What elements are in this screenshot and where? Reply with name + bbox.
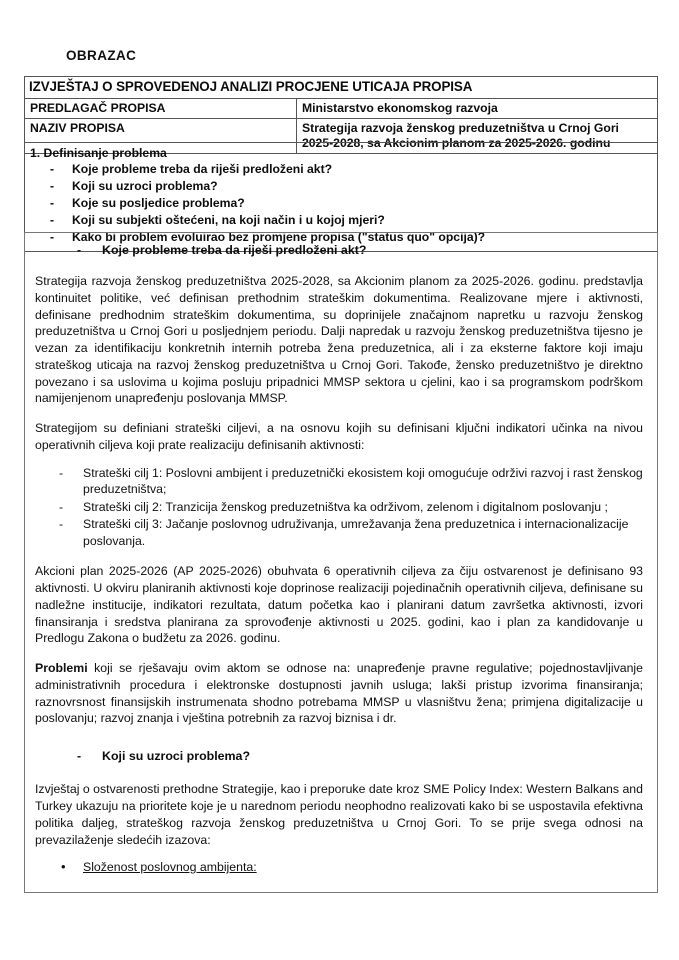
dash-marker: - xyxy=(59,499,64,514)
challenges-list xyxy=(35,859,643,875)
table-row xyxy=(25,98,658,118)
table-row-title xyxy=(25,77,658,99)
list-item-label: Koji su subjekti oštećeni, na koji način i u kojoj mjeri? xyxy=(72,212,385,227)
dash-marker: - xyxy=(50,178,55,193)
question-heading-2-label: Koji su uzroci problema? xyxy=(102,749,251,764)
list-item xyxy=(35,499,643,515)
dash-marker: - xyxy=(50,162,55,176)
list-item xyxy=(30,161,652,178)
list-item xyxy=(35,465,643,498)
proposer-label: PREDLAGAČ PROPISA xyxy=(25,98,297,118)
dash-marker: - xyxy=(77,749,82,764)
list-item-label: Složenost poslovnog ambijenta: xyxy=(83,860,257,875)
report-title: IZVJEŠTAJ O SPROVEDENOJ ANALIZI PROCJENE UTICAJA PROPISA xyxy=(25,77,658,99)
dash-marker: - xyxy=(50,212,55,227)
dash-marker: - xyxy=(50,195,55,210)
problem-definition-title: 1. Definisanje problema xyxy=(30,146,167,160)
analysis-body-box xyxy=(24,229,658,893)
paragraph-4-rest: koji se rješavaju ovim aktom se odnose na: unapređenje pravne regulative; pojednostavljivanje administrativnih procedura i elektronske dostupnosti javnih usluga; lakši pristup izvorima finansiranja; raznovrsnost finansijskih instrumenata shodno potrebama MMSP u vlasništvu žena; primjena digitalizacije u poslovanju; razvoj znanja i vještina potrebnih za razvoj biznisa i dr. xyxy=(35,661,643,726)
list-item xyxy=(35,516,643,549)
list-item xyxy=(35,859,643,875)
regulation-name-label: NAZIV PROPISA xyxy=(25,119,297,154)
list-item-label: Koji su uzroci problema? xyxy=(72,178,218,193)
paragraph-4-lead: Problemi xyxy=(35,661,88,676)
proposer-value: Ministarstvo ekonomskog razvoja xyxy=(297,98,658,118)
dash-marker: - xyxy=(59,517,64,532)
paragraph-4 xyxy=(35,660,643,727)
list-item-label: Strateški cilj 1: Poslovni ambijent i preduzetnički ekosistem koji omogućuje održivi razvoj i rast ženskog preduzetništva; xyxy=(83,465,643,497)
dash-marker: - xyxy=(77,243,82,257)
strategic-goals-list xyxy=(35,465,643,549)
list-item-label: Strateški cilj 2: Tranzicija ženskog preduzetništva ka održivom, zelenom i digitalnom poslovanju ; xyxy=(83,499,608,514)
list-item xyxy=(30,178,652,195)
question-heading-1-label: Koje probleme treba da riješi predloženi akt? xyxy=(102,243,367,257)
paragraph-2: Strategijom su definiani strateški ciljevi, a na osnovu kojih su definisani ključni indikatori učinka na nivou operativnih ciljeva koji prate realizaciju definisanih aktivnosti: xyxy=(35,421,643,453)
paragraph-1: Strategija razvoja ženskog preduzetništva 2025-2028, sa Akcionim planom za 2025-2026. godinu. predstavlja kontinuitet politike, već definisan prethodnim strateškim dokumentima. Realizovane mjere i aktivnosti, definisane predhodnim strateškim dokumentima, su doprinijele značajnom napretku u razvoju ženskog preduzetništva u Crnoj Gori u posljednjem periodu. Dalji napredak u razvoju ženskog preduzetništva tijesno je vezan za identifikaciju konkretnih internih potreba žena preduzetnica, ali i za eksterne faktore koji imaju strateškog uticaja na razvoj ženskog preduzetništva u Crnoj Gori. Takođe, žensko preduzetništvo je direktno povezano i sa uslovima u kojima posluju pripadnici MMSP sektora u cjelini, kao i sa programskom podrškom namijenjenom unapređenju poslovanja MMSP. xyxy=(35,274,643,406)
list-item-label: Koje probleme treba da riješi predloženi akt? xyxy=(72,162,333,176)
form-label: OBRAZAC xyxy=(66,48,137,63)
list-item-label: Kako bi problem evoluirao bez promjene propisa ("status quo" opcija)? xyxy=(72,229,486,244)
question-heading-2 xyxy=(35,749,643,763)
list-item-label: Strateški cilj 3: Jačanje poslovnog udruživanja, umrežavanja žena preduzetnica i internacionalizacije poslovanja. xyxy=(83,517,629,548)
question-heading-1 xyxy=(35,243,643,257)
dash-marker: - xyxy=(50,229,55,244)
dash-marker: - xyxy=(59,465,64,480)
list-item-label: Koje su posljedice problema? xyxy=(72,195,245,210)
paragraph-3: Akcioni plan 2025-2026 (AP 2025-2026) obuhvata 6 operativnih ciljeva za čiju ostvarenost je definisano 93 aktivnosti. U okviru planiranih aktivnosti koje doprinose realizaciji pojedinačnih operativnih ciljeva, definisane su nadležne institucije, indikatori rezultata, datum početka kao i planirani datum završetka aktivnosti, izvori finansiranja i sredstva planirana za sprovođenje aktivnosti u 2025. godini, kao i plan za kandidovanje u Predlogu Zakona o budžetu za 2026. godinu. xyxy=(35,564,643,646)
list-item xyxy=(30,195,652,212)
paragraph-5: Izvještaj o ostvarenosti prethodne Strategije, kao i preporuke date kroz SME Policy Index: Western Balkans and Turkey ukazuju na prioritete koje je u narednom periodu neophodno realizovati kako bi se uspostavila efektivna politika daljeg, strateškog razvoja ženskog preduzetništva u Crnoj Gori. To se prije svega odnosi na prevazilaženje sledećih izazova: xyxy=(35,782,643,847)
list-item xyxy=(30,212,652,229)
bullet-icon: • xyxy=(61,859,66,875)
regulation-name-value: Strategija razvoja ženskog preduzetništva u Crnoj Gori 2025-2028, sa Akcionim planom za 2025-2026. godinu xyxy=(297,119,658,154)
